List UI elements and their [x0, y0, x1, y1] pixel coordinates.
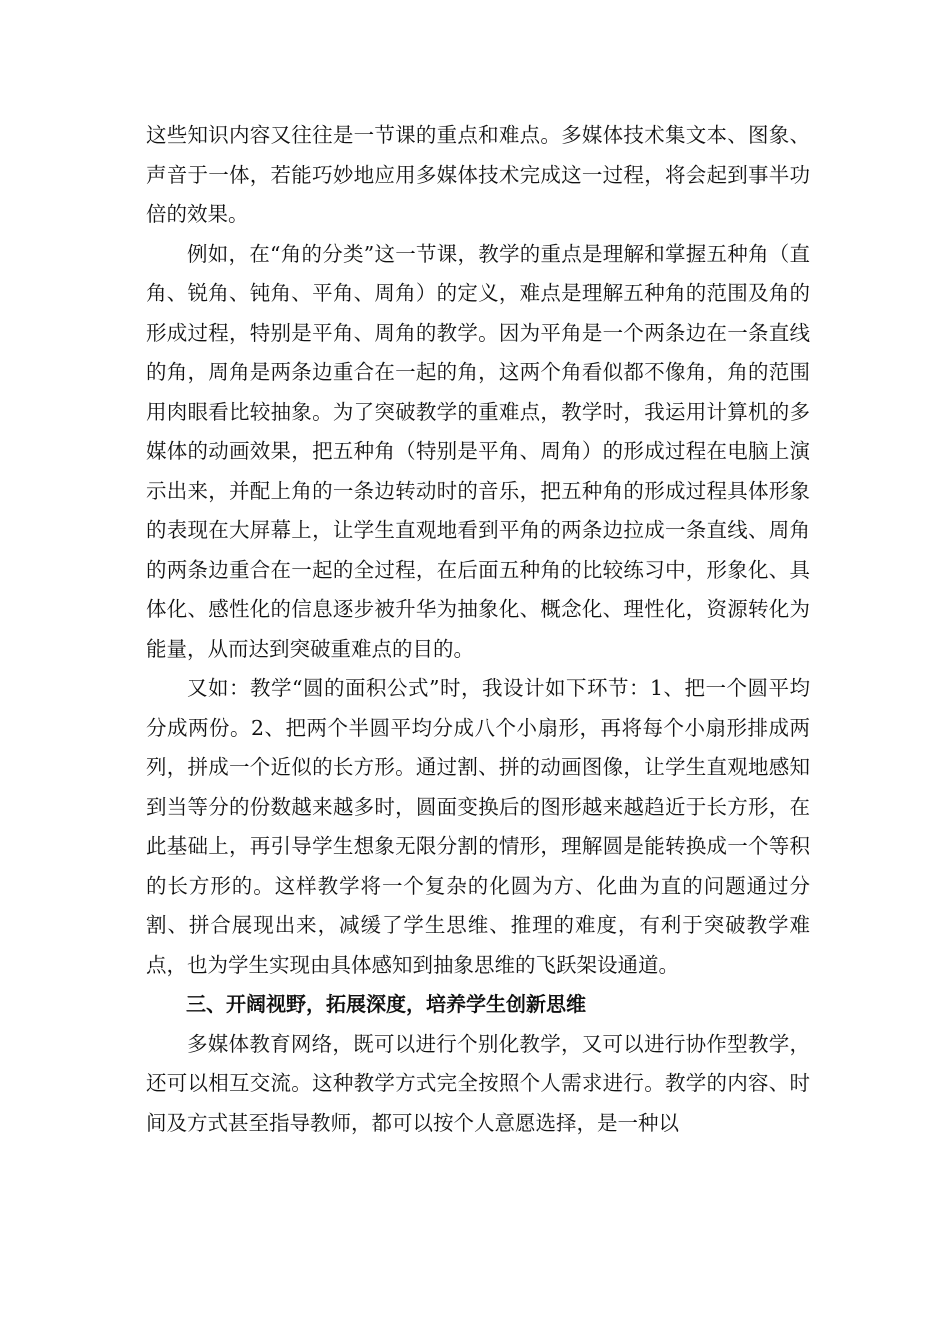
- paragraph-circle-area: 又如：教学“圆的面积公式”时，我设计如下环节：1、把一个圆平均分成两份。2、把两个半圆平均分成八个小扇形，再将每个小扇形排成两列，拼成一个近似的长方形。通过割、拼的动画图像，让学生直观地感知到当等分的份数越来越多时，圆面变换后的图形越来越趋近于长方形，在此基础上，再引导学生想象无限分割的情形，理解圆是能转换成一个等积的长方形的。这样教学将一个复杂的化圆为方、化曲为直的问题通过分割、拼合展现出来，减缓了学生思维、推理的难度，有利于突破教学难点，也为学生实现由具体感知到抽象思维的飞跃架设通道。: [146, 676, 810, 977]
- paragraph-multimedia-network: 多媒体教育网络，既可以进行个别化教学，又可以进行协作型教学，还可以相互交流。这种教学方式完全按照个人需求进行。教学的内容、时间及方式甚至指导教师，都可以按个人意愿选择，是一种以: [146, 1031, 810, 1135]
- section-heading: 三、开阔视野，拓展深度，培养学生创新思维: [186, 992, 586, 1016]
- paragraph-angle-classification: 例如，在“角的分类”这一节课，教学的重点是理解和掌握五种角（直角、锐角、钝角、平角、周角）的定义，难点是理解五种角的范围及角的形成过程，特别是平角、周角的教学。因为平角是一个两条边在一条直线的角，周角是两条边重合在一起的角，这两个角看似都不像角，角的范围用肉眼看比较抽象。为了突破教学的重难点，教学时，我运用计算机的多媒体的动画效果，把五种角（特别是平角、周角）的形成过程在电脑上演示出来，并配上角的一条边转动时的音乐，把五种角的形成过程具体形象的表现在大屏幕上，让学生直观地看到平角的两条边拉成一条直线、周角的两条边重合在一起的全过程，在后面五种角的比较练习中，形象化、具体化、感性化的信息逐步被升华为抽象化、概念化、理性化，资源转化为能量，从而达到突破重难点的目的。: [146, 241, 810, 661]
- document-page: [146, 116, 810, 1143]
- paragraph-continuation: 这些知识内容又往往是一节课的重点和难点。多媒体技术集文本、图象、声音于一体，若能巧妙地应用多媒体技术完成这一过程，将会起到事半功倍的效果。: [146, 123, 810, 226]
